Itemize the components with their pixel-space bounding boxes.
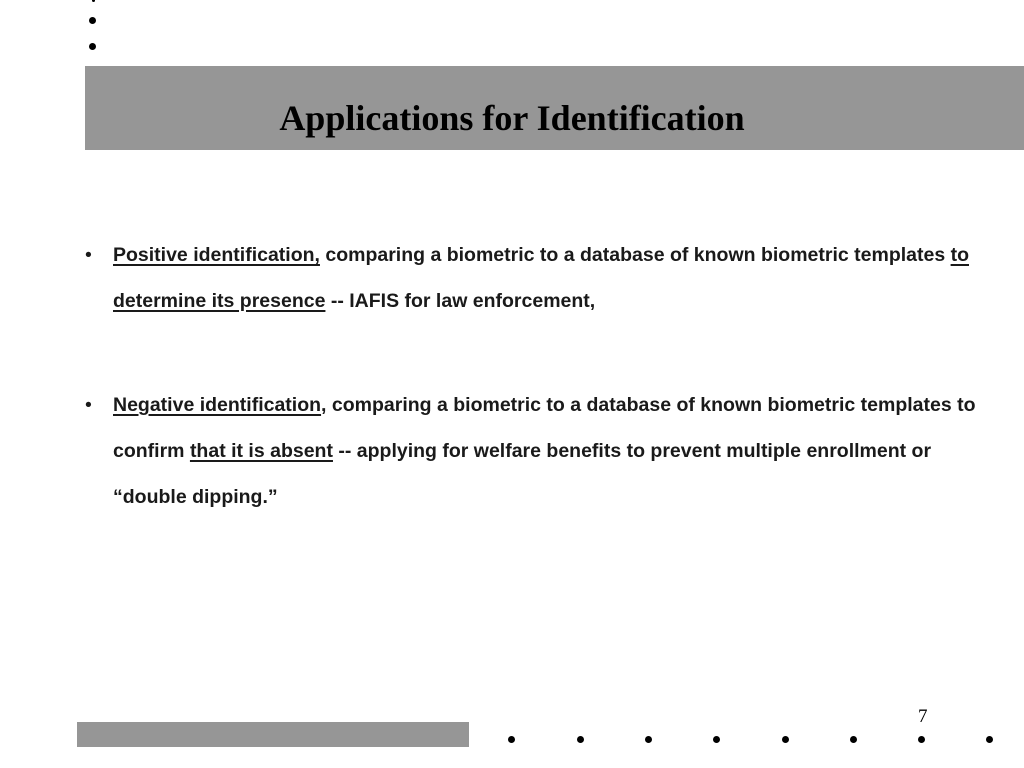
decorative-dot (850, 736, 857, 743)
decorative-dot (89, 17, 96, 24)
footer-bar (77, 722, 469, 747)
bullet-term: Positive identification, (113, 244, 320, 266)
decorative-dot (713, 736, 720, 743)
page-number: 7 (918, 706, 928, 727)
bullet-text: comparing a biometric to a database of known biometric templates (319, 244, 951, 266)
decorative-dot (782, 736, 789, 743)
decorative-dot (89, 43, 96, 50)
bullet-underlined-phrase: to determine its presence (113, 244, 969, 312)
title-band (85, 66, 1024, 150)
decorative-dot (508, 736, 515, 743)
decorative-dot (645, 736, 652, 743)
bullet-negative-identification (85, 382, 985, 520)
bullet-underlined-phrase: that it is absent (189, 440, 333, 462)
bullet-marker: • (85, 244, 92, 266)
decorative-dot (918, 736, 925, 743)
bullet-list (85, 232, 985, 520)
bullet-positive-identification (85, 232, 985, 324)
slide-title: Applications for Identification (279, 98, 745, 138)
decorative-dot (577, 736, 584, 743)
bullet-text: , comparing a biometric to a database of known biometric templates to confirm (113, 394, 976, 462)
bullet-term: Negative identification (113, 394, 322, 416)
decorative-dot (986, 736, 993, 743)
bullet-marker: • (85, 394, 92, 416)
bullet-text: -- applying for welfare benefits to prevent multiple enrollment or “double dipping.” (113, 440, 932, 508)
decorative-dot (92, 0, 95, 2)
bullet-text: -- IAFIS for law enforcement, (325, 290, 596, 312)
